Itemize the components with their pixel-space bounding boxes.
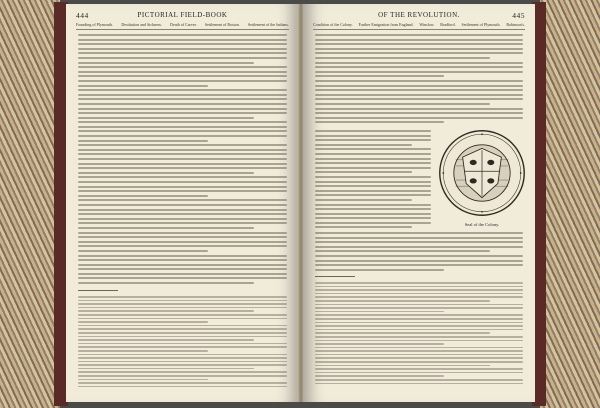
text-line-placeholder xyxy=(315,296,523,298)
text-line-placeholder xyxy=(315,148,431,150)
text-line-placeholder xyxy=(78,181,287,183)
text-line-placeholder xyxy=(78,241,287,243)
right-body-text-top xyxy=(315,34,523,126)
text-line-placeholder xyxy=(78,94,287,96)
right-sidenote: Condition of the Colony. xyxy=(313,22,353,27)
text-line-placeholder xyxy=(78,282,254,284)
text-line-placeholder xyxy=(315,162,431,164)
text-line-placeholder xyxy=(78,85,208,87)
text-line-placeholder xyxy=(315,241,523,243)
text-line-placeholder xyxy=(78,121,287,123)
text-line-placeholder xyxy=(78,307,287,309)
text-line-placeholder xyxy=(78,176,287,178)
right-sidenote: Robinson's. xyxy=(506,22,525,27)
text-line-placeholder xyxy=(78,190,287,192)
text-line-placeholder xyxy=(78,48,287,50)
text-line-placeholder xyxy=(315,368,523,370)
text-line-placeholder xyxy=(78,236,287,238)
text-line-placeholder xyxy=(78,336,287,338)
text-line-placeholder xyxy=(315,52,523,54)
text-line-placeholder xyxy=(78,103,287,105)
text-line-placeholder xyxy=(315,222,431,224)
text-line-placeholder xyxy=(315,329,523,331)
text-line-placeholder xyxy=(315,282,523,284)
text-line-placeholder xyxy=(78,62,254,64)
text-line-placeholder xyxy=(315,130,431,132)
text-line-placeholder xyxy=(78,71,287,73)
text-line-placeholder xyxy=(315,347,523,349)
text-line-placeholder xyxy=(78,149,287,151)
left-sidenote: Death of Carver. xyxy=(170,22,197,27)
text-line-placeholder xyxy=(78,227,254,229)
text-line-placeholder xyxy=(315,260,523,262)
text-line-placeholder xyxy=(315,94,523,96)
text-line-placeholder xyxy=(315,213,431,215)
text-line-placeholder xyxy=(315,250,490,252)
text-line-placeholder xyxy=(315,350,523,352)
text-line-placeholder xyxy=(78,186,287,188)
text-line-placeholder xyxy=(315,365,490,367)
text-line-placeholder xyxy=(315,176,431,178)
text-line-placeholder xyxy=(78,357,287,359)
text-line-placeholder xyxy=(78,277,287,279)
text-line-placeholder xyxy=(315,57,490,59)
left-footnotes xyxy=(78,296,287,389)
text-line-placeholder xyxy=(78,126,287,128)
text-line-placeholder xyxy=(78,343,287,345)
text-line-placeholder xyxy=(78,66,287,68)
text-line-placeholder xyxy=(315,255,523,257)
text-line-placeholder xyxy=(315,293,523,295)
text-line-placeholder xyxy=(78,245,287,247)
text-line-placeholder xyxy=(315,208,431,210)
text-line-placeholder xyxy=(315,194,431,196)
text-line-placeholder xyxy=(315,232,523,234)
text-line-placeholder xyxy=(78,75,287,77)
text-line-placeholder xyxy=(78,379,208,381)
text-line-placeholder xyxy=(78,98,287,100)
text-line-placeholder xyxy=(78,112,287,114)
right-running-title: OF THE REVOLUTION. xyxy=(378,11,460,19)
text-line-placeholder xyxy=(78,80,287,82)
text-line-placeholder xyxy=(78,296,287,298)
text-line-placeholder xyxy=(315,190,431,192)
text-line-placeholder xyxy=(78,163,287,165)
text-line-placeholder xyxy=(315,34,523,36)
text-line-placeholder xyxy=(78,328,287,330)
text-line-placeholder xyxy=(78,300,287,302)
right-page-number: 445 xyxy=(512,11,525,20)
text-line-placeholder xyxy=(315,246,523,248)
text-line-placeholder xyxy=(78,204,287,206)
text-line-placeholder xyxy=(78,130,287,132)
text-line-placeholder xyxy=(78,232,287,234)
text-line-placeholder xyxy=(315,314,523,316)
text-line-placeholder xyxy=(78,346,287,348)
left-footnote-rule xyxy=(78,290,118,291)
text-line-placeholder xyxy=(315,340,523,342)
text-line-placeholder xyxy=(315,185,431,187)
text-line-placeholder xyxy=(315,171,412,173)
text-line-placeholder xyxy=(315,112,523,114)
text-line-placeholder xyxy=(315,325,523,327)
text-line-placeholder xyxy=(315,318,523,320)
text-line-placeholder xyxy=(78,108,287,110)
left-page-number: 444 xyxy=(76,11,89,20)
text-line-placeholder xyxy=(78,259,287,261)
text-line-placeholder xyxy=(78,325,287,327)
text-line-placeholder xyxy=(315,361,523,363)
text-line-placeholder xyxy=(315,153,431,155)
text-line-placeholder xyxy=(78,314,287,316)
text-line-placeholder xyxy=(78,250,208,252)
left-sidenote: Settlement of Boston. xyxy=(204,22,240,27)
text-line-placeholder xyxy=(78,140,208,142)
text-line-placeholder xyxy=(315,264,523,266)
text-line-placeholder xyxy=(315,379,523,381)
text-line-placeholder xyxy=(315,332,490,334)
right-sidenote: Further Emigration from England. xyxy=(358,22,414,27)
text-line-placeholder xyxy=(78,144,287,146)
left-sidenote: Founding of Plymouth. xyxy=(76,22,114,27)
right-sidenote: Bradford. xyxy=(440,22,456,27)
text-line-placeholder xyxy=(315,108,523,110)
text-line-placeholder xyxy=(78,361,287,363)
text-line-placeholder xyxy=(78,332,287,334)
text-line-placeholder xyxy=(315,89,523,91)
text-line-placeholder xyxy=(78,117,254,119)
text-line-placeholder xyxy=(78,264,287,266)
left-sidenote: Destitution and Sickness. xyxy=(121,22,162,27)
right-sidenote: Winslow. xyxy=(419,22,435,27)
text-line-placeholder xyxy=(78,303,287,305)
text-line-placeholder xyxy=(78,318,287,320)
text-line-placeholder xyxy=(315,144,412,146)
text-line-placeholder xyxy=(315,139,431,141)
text-line-placeholder xyxy=(315,204,431,206)
text-line-placeholder xyxy=(78,375,287,377)
text-line-placeholder xyxy=(315,372,523,374)
text-line-placeholder xyxy=(315,103,490,105)
text-line-placeholder xyxy=(315,237,523,239)
text-line-placeholder xyxy=(78,89,287,91)
text-line-placeholder xyxy=(78,382,287,384)
text-line-placeholder xyxy=(78,135,287,137)
marbled-endpaper-right xyxy=(540,0,600,408)
text-line-placeholder xyxy=(78,354,287,356)
text-line-placeholder xyxy=(78,321,208,323)
text-line-placeholder xyxy=(315,121,444,123)
left-running-head xyxy=(76,11,289,21)
text-line-placeholder xyxy=(78,167,287,169)
text-line-placeholder xyxy=(315,85,523,87)
text-line-placeholder xyxy=(78,268,287,270)
text-line-placeholder xyxy=(315,199,412,201)
right-footnotes xyxy=(315,282,523,386)
right-sidenotes xyxy=(313,22,525,30)
text-line-placeholder xyxy=(78,273,287,275)
marbled-endpaper-left xyxy=(0,0,60,408)
text-line-placeholder xyxy=(315,383,523,385)
text-line-placeholder xyxy=(315,71,523,73)
text-line-placeholder xyxy=(315,286,523,288)
text-line-placeholder xyxy=(315,375,444,377)
text-line-placeholder xyxy=(315,181,431,183)
text-line-placeholder xyxy=(315,304,523,306)
text-line-placeholder xyxy=(315,307,523,309)
text-line-placeholder xyxy=(315,80,523,82)
text-line-placeholder xyxy=(78,218,287,220)
colony-seal-image xyxy=(438,129,526,217)
left-running-title: PICTORIAL FIELD-BOOK xyxy=(137,11,228,19)
text-line-placeholder xyxy=(78,368,254,370)
left-body-text xyxy=(78,34,287,287)
text-line-placeholder xyxy=(78,339,254,341)
text-line-placeholder xyxy=(315,135,431,137)
text-line-placeholder xyxy=(78,209,287,211)
right-footnote-rule xyxy=(315,276,355,277)
text-line-placeholder xyxy=(315,269,444,271)
text-line-placeholder xyxy=(315,62,523,64)
text-line-placeholder xyxy=(78,364,287,366)
text-line-placeholder xyxy=(78,158,287,160)
text-line-placeholder xyxy=(78,52,287,54)
right-running-head xyxy=(313,11,525,21)
text-line-placeholder xyxy=(78,350,208,352)
text-line-placeholder xyxy=(78,172,254,174)
right-sidenote: Settlement of Plymouth. xyxy=(461,22,501,27)
text-line-placeholder xyxy=(315,43,523,45)
text-line-placeholder xyxy=(78,39,287,41)
text-line-placeholder xyxy=(315,300,490,302)
text-line-placeholder xyxy=(78,255,287,257)
left-page xyxy=(66,4,299,402)
text-line-placeholder xyxy=(315,357,523,359)
text-line-placeholder xyxy=(78,213,287,215)
text-line-placeholder xyxy=(315,354,523,356)
text-line-placeholder xyxy=(78,371,287,373)
text-line-placeholder xyxy=(315,226,412,228)
text-line-placeholder xyxy=(315,66,523,68)
text-line-placeholder xyxy=(315,167,431,169)
right-page xyxy=(303,4,535,402)
text-line-placeholder xyxy=(315,158,431,160)
text-line-placeholder xyxy=(78,153,287,155)
left-sidenote: Settlement of the Indians. xyxy=(247,22,289,27)
left-sidenotes xyxy=(76,22,289,30)
text-line-placeholder xyxy=(315,289,523,291)
text-line-placeholder xyxy=(78,34,287,36)
text-line-placeholder xyxy=(315,322,523,324)
text-line-placeholder xyxy=(315,39,523,41)
text-line-placeholder xyxy=(315,48,523,50)
text-line-placeholder xyxy=(315,343,444,345)
text-line-placeholder xyxy=(315,75,444,77)
text-line-placeholder xyxy=(78,57,287,59)
text-line-placeholder xyxy=(78,195,208,197)
text-line-placeholder xyxy=(315,311,444,313)
text-line-placeholder xyxy=(315,217,431,219)
right-body-text-wrap xyxy=(315,130,431,231)
text-line-placeholder xyxy=(315,98,523,100)
right-body-text-bottom xyxy=(315,232,523,273)
text-line-placeholder xyxy=(315,336,523,338)
text-line-placeholder xyxy=(315,117,523,119)
text-line-placeholder xyxy=(78,222,287,224)
text-line-placeholder xyxy=(78,310,254,312)
text-line-placeholder xyxy=(78,386,287,388)
text-line-placeholder xyxy=(78,43,287,45)
text-line-placeholder xyxy=(78,199,287,201)
seal-caption: Seal of the Colony. xyxy=(464,222,500,227)
